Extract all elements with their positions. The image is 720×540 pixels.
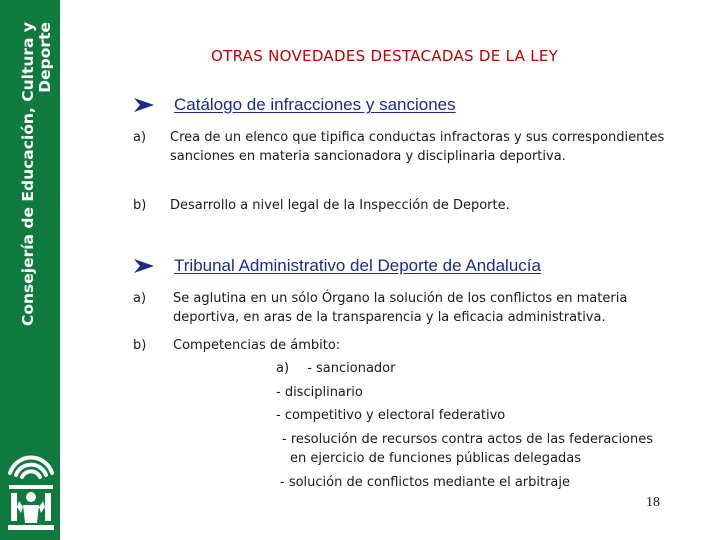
- list-marker: a): [133, 130, 147, 145]
- section-title: Catálogo de infracciones y sanciones: [174, 95, 456, 114]
- sidebar: [0, 0, 60, 540]
- sublist-item: - disciplinario: [276, 384, 363, 400]
- list-item-text: Desarrollo a nivel legal de la Inspección de Deporte.: [170, 198, 510, 213]
- list-marker: b): [133, 338, 147, 353]
- list-item-text: Se aglutina en un sólo Órgano la solución de los conflictos en materia deportiva, en aras de la transparencia y la eficacia administrativa.: [173, 291, 628, 325]
- sublist-marker: a): [276, 361, 290, 376]
- page-title: OTRAS NOVEDADES DESTACADAS DE LA LEY: [211, 47, 559, 65]
- sidebar-title-line2: Deporte: [36, 22, 54, 93]
- sidebar-title-line1: Consejería de Educación, Cultura y: [19, 22, 37, 327]
- section-heading-infracciones: [134, 95, 456, 115]
- sublist-item: - solución de conflictos mediante el arbitraje: [280, 474, 571, 490]
- junta-de-andalucia-emblem-icon: [4, 443, 58, 538]
- list-marker: a): [133, 291, 147, 306]
- section-title: Tribunal Administrativo del Deporte de Andalucía: [174, 256, 541, 275]
- sublist-item: en ejercicio de funciones públicas delegadas: [290, 451, 581, 466]
- page-number: 18: [646, 495, 660, 510]
- sublist-item: - resolución de recursos contra actos de las federaciones: [282, 431, 654, 447]
- sublist-text: - sancionador: [307, 361, 396, 376]
- arrow-bullet-icon: [134, 259, 154, 273]
- list-item-text: Competencias de ámbito:: [173, 338, 341, 353]
- sublist-item: [276, 357, 647, 381]
- sidebar-title: [20, 22, 54, 372]
- sublist-item: - competitivo y electoral federativo: [276, 408, 506, 423]
- list-marker: b): [133, 198, 147, 213]
- competencias-list: [270, 357, 654, 494]
- arrow-bullet-icon: [134, 98, 154, 112]
- section-heading-tribunal: [134, 256, 541, 276]
- list-item-text: Crea de un elenco que tipifica conductas infractoras y sus correspondientes sanciones en materia sancionadora y disciplinaria deportiva.: [170, 130, 665, 164]
